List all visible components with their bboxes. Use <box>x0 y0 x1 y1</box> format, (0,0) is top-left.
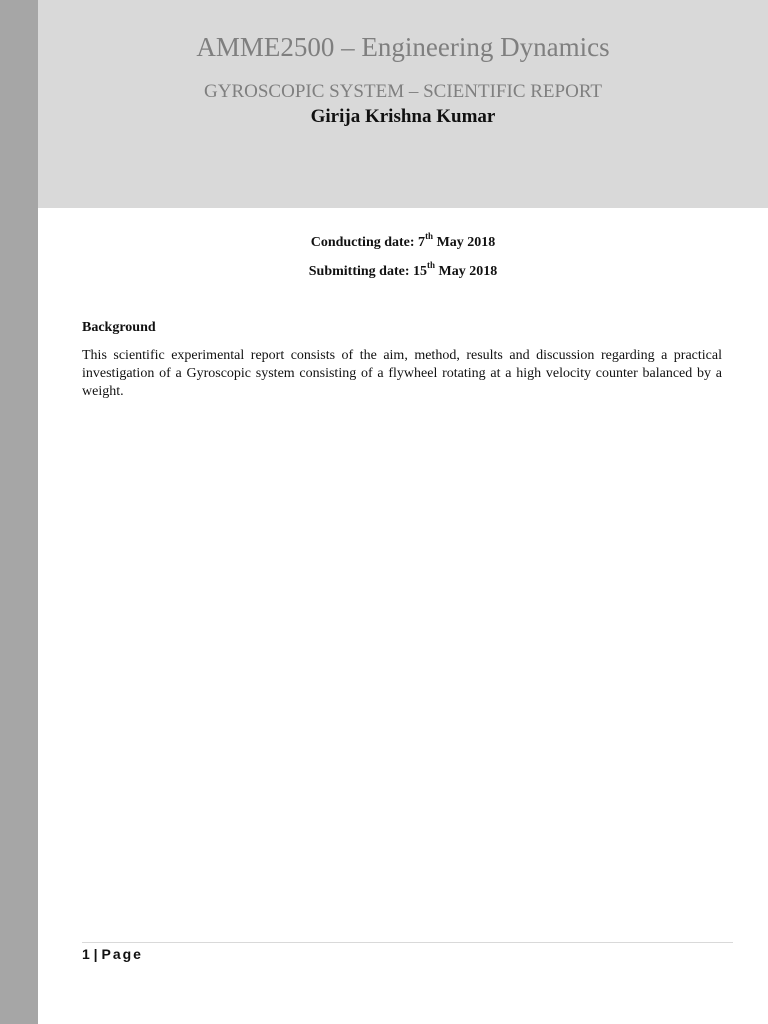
submitting-date-label: Submitting date: 15 <box>308 264 427 279</box>
page-separator: | <box>89 946 102 962</box>
side-bar <box>0 0 38 1024</box>
submitting-date <box>38 262 768 282</box>
page-number: 1 <box>82 946 90 962</box>
footer-divider <box>82 942 733 943</box>
conducting-date-label: Conducting date: 7 <box>310 235 426 250</box>
author-name: Girija Krishna Kumar <box>310 106 496 127</box>
course-title: AMME2500 – Engineering Dynamics <box>196 32 610 62</box>
conducting-date <box>38 233 768 253</box>
conducting-date-suffix: th <box>425 231 434 242</box>
submitting-date-suffix: th <box>427 260 436 271</box>
conducting-date-rest: May 2018 <box>433 235 496 250</box>
report-title: GYROSCOPIC SYSTEM – SCIENTIFIC REPORT <box>204 81 602 102</box>
background-paragraph: This scientific experimental report consists of the aim, method, results and discussion regarding a practical investigation of a Gyroscopic system consisting of a flywheel rotating at a high velocity counter balanced by a weight. <box>82 348 722 399</box>
page-footer <box>82 944 143 964</box>
page-label: Page <box>101 946 143 962</box>
submitting-date-rest: May 2018 <box>435 264 498 279</box>
background-heading: Background <box>82 320 156 335</box>
